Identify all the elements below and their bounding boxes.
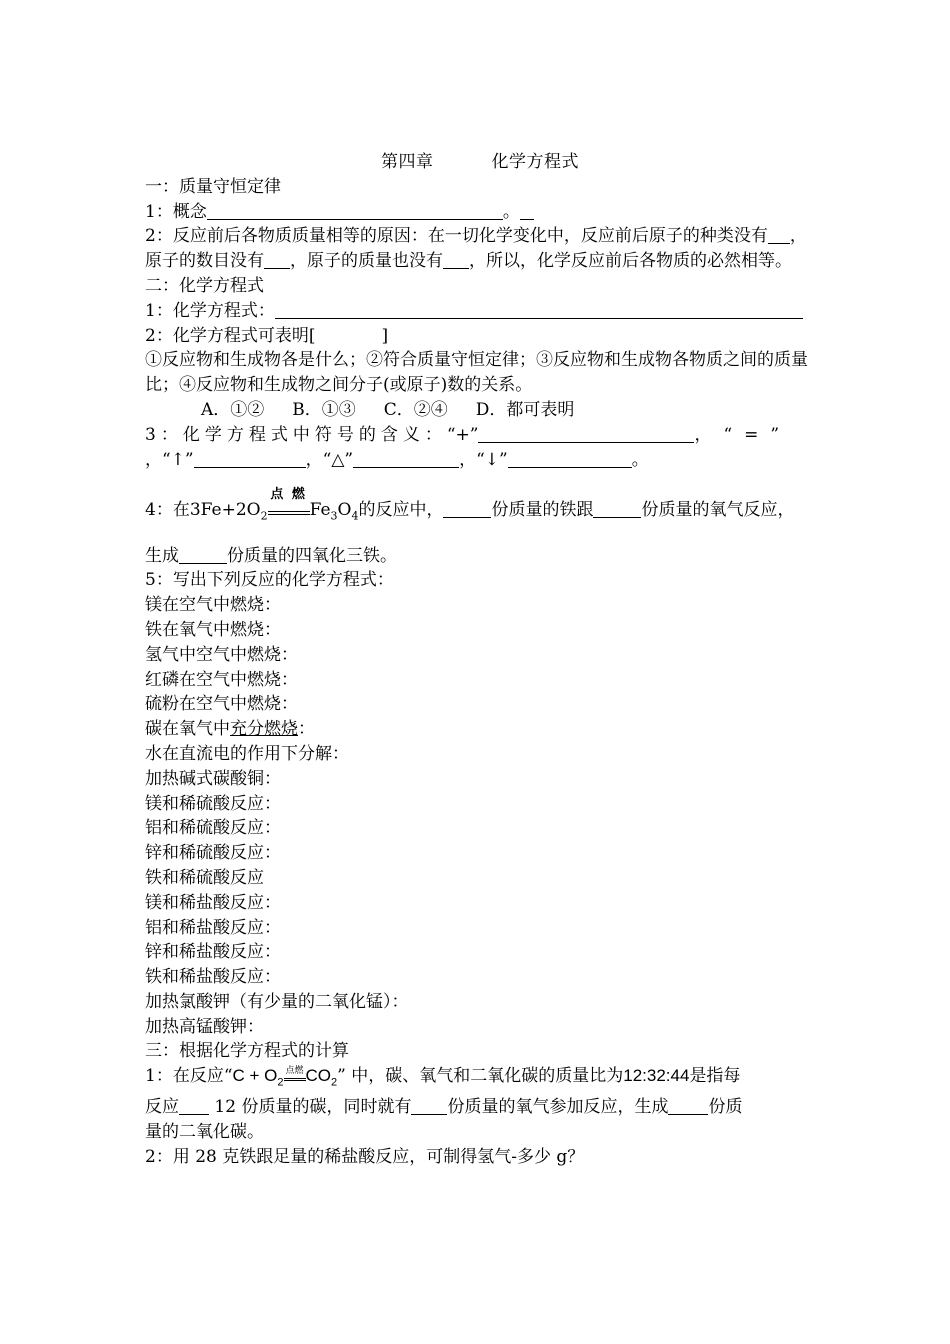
section-3-heading: 三：根据化学方程式的计算 bbox=[145, 1041, 349, 1062]
reaction-item: 加热氯酸钾（有少量的二氧化锰）： bbox=[145, 991, 409, 1012]
option-c[interactable]: C．②④ bbox=[383, 399, 448, 420]
answer-blank[interactable] bbox=[443, 250, 469, 269]
answer-blank[interactable] bbox=[179, 1096, 209, 1115]
reaction-item: 铁和稀硫酸反应 bbox=[145, 867, 264, 888]
answer-blank[interactable] bbox=[478, 424, 694, 443]
question-2-1: 1：化学方程式： bbox=[145, 299, 815, 324]
answer-blank[interactable] bbox=[194, 449, 306, 468]
answer-blank[interactable] bbox=[768, 225, 790, 244]
chapter-title: 化学方程式 bbox=[491, 152, 579, 172]
reaction-condition-ignite: 点燃 bbox=[284, 1072, 306, 1081]
reaction-item: 锌和稀盐酸反应： bbox=[145, 942, 281, 963]
answer-blank[interactable] bbox=[508, 449, 632, 468]
reaction-item: 镁和稀硫酸反应： bbox=[145, 793, 281, 814]
answer-blank[interactable] bbox=[668, 1096, 708, 1115]
reaction-item: 锌和稀硫酸反应： bbox=[145, 843, 281, 864]
reaction-item: 铁和稀盐酸反应： bbox=[145, 967, 281, 988]
question-3-1: 1：在反应“$C + O_2$ 点燃 $CO_2$” 中，碳、氧气和二氧化碳的质量比为12:32:44是指每 bbox=[145, 1066, 741, 1089]
answer-blank[interactable] bbox=[275, 300, 803, 319]
section-1-heading: 一：质量守恒定律 bbox=[145, 176, 281, 197]
reaction-item: 红磷在空气中燃烧： bbox=[145, 669, 298, 690]
option-d[interactable]: D．都可表明 bbox=[475, 399, 575, 420]
reaction-item: 镁和稀盐酸反应： bbox=[145, 892, 281, 913]
question-2-4-cont: 生成 份质量的四氧化三铁。 bbox=[145, 545, 397, 566]
question-3-1-cont: 反应 12 份质量的碳，同时就有 份质量的氧气参加反应，生成 份质 bbox=[145, 1097, 743, 1118]
reaction-item: 铝和稀盐酸反应： bbox=[145, 917, 281, 938]
answer-options bbox=[145, 398, 815, 423]
answer-blank[interactable] bbox=[593, 499, 641, 518]
reaction-item: 铝和稀硫酸反应： bbox=[145, 818, 281, 839]
reaction-item: 镁在空气中燃烧： bbox=[145, 595, 281, 616]
option-b[interactable]: B．①③ bbox=[292, 399, 356, 420]
answer-blank[interactable] bbox=[179, 545, 227, 564]
answer-blank[interactable] bbox=[264, 250, 290, 269]
question-1-1: 1：概念 。 bbox=[145, 200, 815, 225]
reaction-list bbox=[145, 593, 815, 1039]
reaction-item: 氢气中空气中燃烧： bbox=[145, 644, 298, 665]
equation-reactants: 3Fe+2O bbox=[189, 500, 261, 521]
section-2-heading: 二：化学方程式 bbox=[145, 275, 264, 296]
option-a[interactable]: A．①② bbox=[201, 399, 265, 420]
question-2-2-items: ①反应物和生成物各是什么；②符合质量守恒定律；③反应物和生成物各物质之间的质量比；④反应物和生成物之间分子(或原子)数的关系。 bbox=[145, 350, 808, 396]
question-1-2: 2：反应前后各物质质量相等的原因：在一切化学变化中，反应前后原子的种类没有 ，原子的数目没有 ，原子的质量也没有 ，所以，化学反应前后各物质的必然相等。 bbox=[145, 226, 807, 272]
page-title bbox=[145, 150, 815, 175]
reaction-item: 水在直流电的作用下分解： bbox=[145, 743, 349, 764]
reaction-item: 碳在氧气中充分燃烧： bbox=[145, 719, 315, 740]
answer-blank[interactable] bbox=[353, 449, 459, 468]
reaction-item: 加热碱式碳酸铜： bbox=[145, 768, 281, 789]
question-3-2: 2：用 28 克铁跟足量的稀盐酸反应，可制得氢气-多少 g？ bbox=[145, 1147, 585, 1168]
question-3-1-end: 量的二氧化碳。 bbox=[145, 1122, 264, 1143]
answer-blank[interactable] bbox=[411, 1096, 447, 1115]
question-2-4: 4：在$3Fe+2O_2$ 点 燃 $Fe_3O_4$的反应中， 份质量的铁跟 份质量的氧气反应， bbox=[145, 487, 795, 523]
document-page bbox=[145, 150, 815, 1170]
reaction-condition-ignite: 点 燃 bbox=[268, 503, 310, 515]
question-2-3-cont: ，“↑” ，“△” ，“↓” 。 bbox=[145, 449, 649, 470]
answer-blank[interactable] bbox=[207, 201, 503, 220]
chapter-number: 第四章 bbox=[381, 152, 434, 172]
question-2-5-heading: 5：写出下列反应的化学方程式： bbox=[145, 570, 394, 591]
answer-blank[interactable] bbox=[443, 499, 491, 518]
reaction-item: 加热高锰酸钾： bbox=[145, 1016, 264, 1037]
reaction-item: 硫粉在空气中燃烧： bbox=[145, 694, 298, 715]
reaction-item: 铁在氧气中燃烧： bbox=[145, 619, 281, 640]
question-2-2: 2：化学方程式可表明[ ] bbox=[145, 325, 389, 346]
question-2-3: 3：化学方程式中符号的含义：“+” ，“=” bbox=[145, 424, 792, 445]
